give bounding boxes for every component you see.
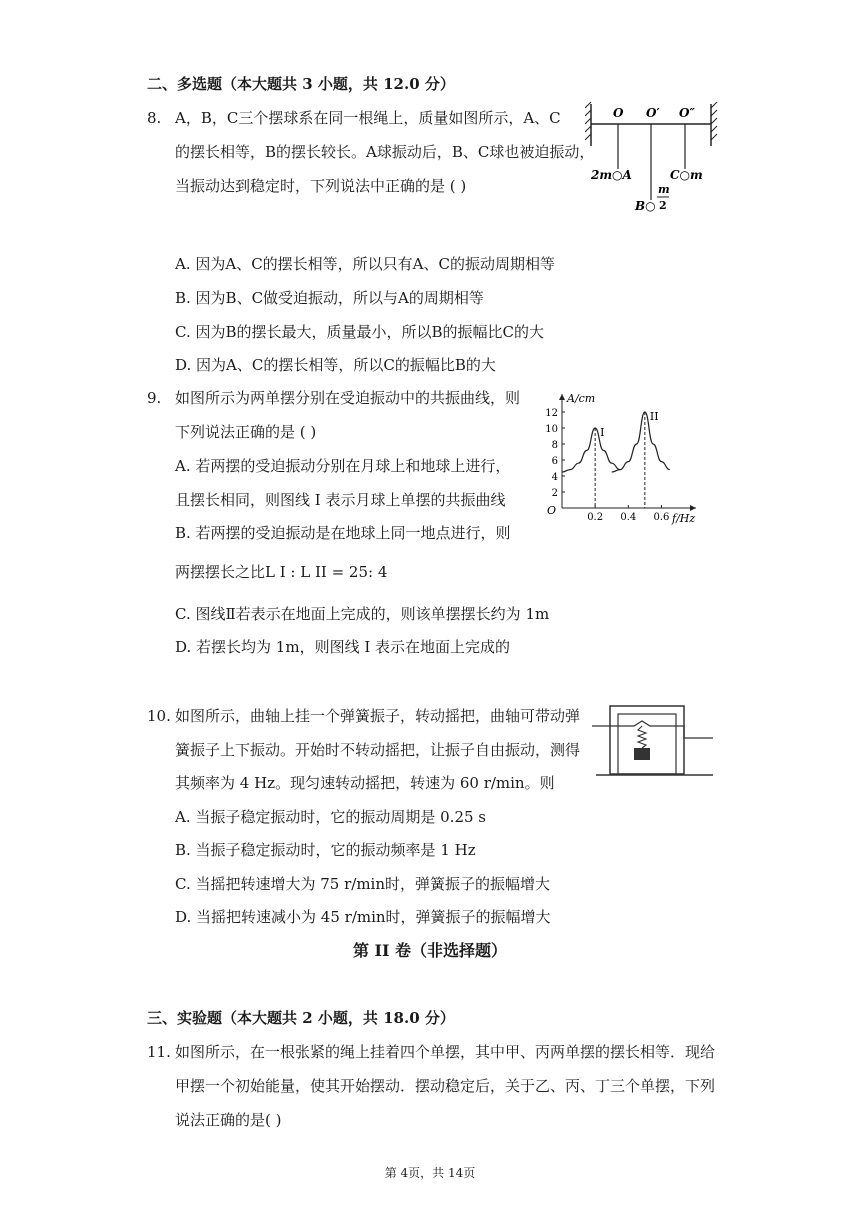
page-footer: 第 4页，共 14页 — [384, 1166, 476, 1180]
option-line: 两摆摆长之比L I : L II = 25: 4 — [175, 563, 388, 581]
section-heading: 二、多选题（本大题共 3 小题，共 12.0 分） — [147, 75, 455, 93]
option-line: B. 当振子稳定振动时，它的振动频率是 1 Hz — [175, 841, 476, 859]
option-line: B. 因为B、C做受迫振动，所以与A的周期相等 — [175, 289, 484, 307]
question-number: 9. — [147, 389, 162, 407]
question-number: 10. — [147, 707, 171, 725]
question-stem-line: 其频率为 4 Hz。现匀速转动摇把，转速为 60 r/min。则 — [175, 774, 555, 792]
mass-numerator: m — [658, 183, 670, 196]
curve-label: I — [600, 426, 605, 439]
spring-crankshaft-figure — [592, 700, 717, 780]
y-tick-label: 6 — [551, 456, 558, 467]
pivot-label: O′ — [646, 106, 660, 120]
x-tick-label: 0.6 — [653, 512, 670, 523]
part-title: 第 II 卷（非选择题） — [352, 941, 508, 960]
mass-denominator: 2 — [659, 199, 667, 212]
x-axis-label: f/Hz — [672, 512, 696, 525]
question-stem-line: 如图所示，在一根张紧的绳上挂着四个单摆，其中甲、丙两单摆的摆长相等．现给 — [175, 1043, 716, 1061]
option-line: C. 图线Ⅱ若表示在地面上完成的，则该单摆摆长约为 1m — [175, 605, 550, 623]
y-tick-label: 8 — [551, 440, 558, 451]
question-stem-line: 簧振子上下振动。开始时不转动摇把，让振子自由振动，测得 — [175, 741, 581, 759]
pivot-label: O″ — [679, 106, 695, 120]
question-stem-line: 的摆长相等，B的摆长较长。A球振动后，B、C球也被迫振动， — [175, 143, 595, 161]
resonance-curve-2 — [612, 412, 670, 472]
question-number: 8. — [147, 109, 162, 127]
option-line: D. 当摇把转速减小为 45 r/min时，弹簧振子的振幅增大 — [175, 908, 551, 926]
question-stem-line: 甲摆一个初始能量，使其开始摆动．摆动稳定后，关于乙、丙、丁三个单摆，下列 — [175, 1077, 716, 1095]
question-stem-line: 下列说法正确的是 ( ) — [175, 423, 317, 441]
option-line: 且摆长相同，则图线 I 表示月球上单摆的共振曲线 — [175, 491, 506, 509]
option-line: B. 若两摆的受迫振动是在地球上同一地点进行，则 — [175, 524, 511, 542]
ball-a-label: 2m○A — [591, 168, 632, 182]
question-stem-line: 如图所示为两单摆分别在受迫振动中的共振曲线，则 — [175, 389, 521, 407]
ball-b-label: B○ — [635, 199, 656, 213]
y-tick-label: 10 — [545, 424, 558, 435]
resonance-curve-1 — [562, 428, 620, 472]
option-line: D. 若摆长均为 1m，则图线 I 表示在地面上完成的 — [175, 638, 511, 656]
resonance-chart — [538, 390, 708, 530]
option-line: A. 因为A、C的摆长相等，所以只有A、C的振动周期相等 — [175, 255, 555, 273]
ball-c-label: C○m — [670, 168, 703, 182]
y-tick-label: 12 — [545, 408, 558, 419]
option-line: A. 当振子稳定振动时，它的振动周期是 0.25 s — [175, 808, 487, 826]
origin-label: O — [547, 504, 557, 517]
pivot-label: O — [613, 106, 624, 120]
y-axis-arrow — [559, 394, 565, 400]
option-line: A. 若两摆的受迫振动分别在月球上和地球上进行， — [175, 457, 511, 475]
question-number: 11. — [147, 1043, 171, 1061]
y-tick-label: 2 — [551, 488, 558, 499]
curve-label: II — [649, 410, 659, 423]
y-tick-label: 4 — [551, 472, 558, 483]
x-tick-label: 0.4 — [620, 512, 637, 523]
option-line: C. 因为B的摆长最大，质量最小，所以B的振幅比C的大 — [175, 323, 545, 341]
option-line: C. 当摇把转速增大为 75 r/min时，弹簧振子的振幅增大 — [175, 875, 551, 893]
question-stem-line: 当振动达到稳定时，下列说法中正确的是 ( ) — [175, 177, 467, 195]
y-axis-label: A/cm — [567, 392, 596, 405]
question-stem-line: A，B，C三个摆球系在同一根绳上，质量如图所示，A、C — [175, 109, 561, 127]
section-heading: 三、实验题（本大题共 2 小题，共 18.0 分） — [147, 1009, 455, 1027]
question-stem-line: 说法正确的是( ) — [175, 1111, 282, 1129]
question-stem-line: 如图所示，曲轴上挂一个弹簧振子，转动摇把，曲轴可带动弹 — [175, 707, 581, 725]
x-tick-label: 0.2 — [587, 512, 604, 523]
pendulum-figure — [585, 100, 720, 218]
option-line: D. 因为A、C的摆长相等，所以C的振幅比B的大 — [175, 356, 496, 374]
x-axis-arrow — [690, 505, 696, 511]
